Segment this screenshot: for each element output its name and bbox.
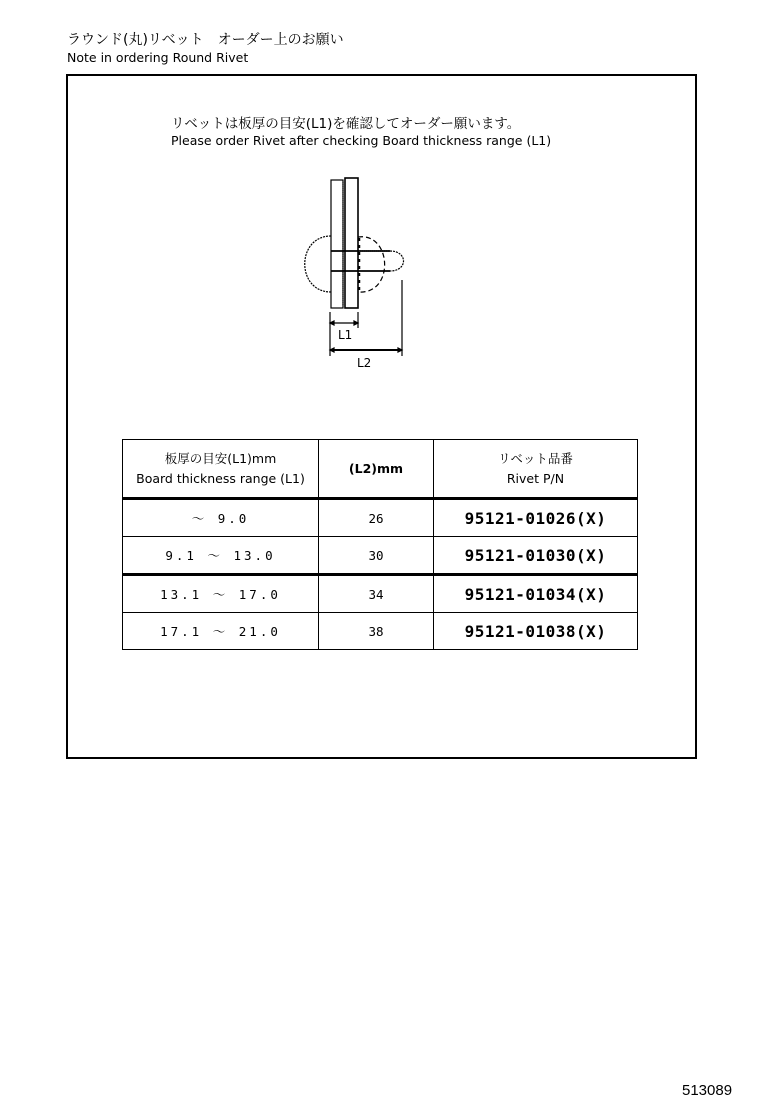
table-row [123, 499, 638, 537]
header-board-thickness: 板厚の目安(L1)mm Board thickness range (L1) [123, 440, 319, 499]
cell-l2: 30 [319, 537, 434, 575]
formed-head-outline [358, 237, 385, 292]
rivet-tail [390, 251, 404, 271]
cell-l2: 26 [319, 499, 434, 537]
cell-part-number: 95121-01034(X) [434, 575, 638, 613]
cell-l2: 34 [319, 575, 434, 613]
cell-range: 17.1 ～ 21.0 [123, 613, 319, 650]
page-title-en: Note in ordering Round Rivet [67, 50, 249, 65]
rivet-diagram [290, 170, 420, 380]
cell-part-number: 95121-01038(X) [434, 613, 638, 650]
header-l2: (L2)mm [319, 440, 434, 499]
table-header-row [123, 440, 638, 499]
table-row [123, 613, 638, 650]
cell-range: 9.1 ～ 13.0 [123, 537, 319, 575]
label-l1: L1 [338, 328, 353, 342]
cell-part-number: 95121-01026(X) [434, 499, 638, 537]
board-plate-2 [345, 178, 358, 308]
cell-part-number: 95121-01030(X) [434, 537, 638, 575]
table-row [123, 575, 638, 613]
cell-range: 13.1 ～ 17.0 [123, 575, 319, 613]
table-row [123, 537, 638, 575]
header-rivet-pn: リベット品番 Rivet P/N [434, 440, 638, 499]
instruction-en: Please order Rivet after checking Board thickness range (L1) [171, 133, 552, 148]
document-number: 513089 [682, 1082, 733, 1099]
board-plate-1 [331, 180, 343, 308]
page-title-jp: ラウンド(丸)リベット オーダー上のお願い [67, 32, 344, 48]
label-l2: L2 [357, 356, 372, 370]
rivet-head [305, 236, 331, 292]
rivet-selection-table [122, 439, 638, 650]
instruction-jp: リベットは板厚の目安(L1)を確認してオーダー願います。 [171, 116, 521, 132]
cell-l2: 38 [319, 613, 434, 650]
cell-range: ～ 9.0 [123, 499, 319, 537]
